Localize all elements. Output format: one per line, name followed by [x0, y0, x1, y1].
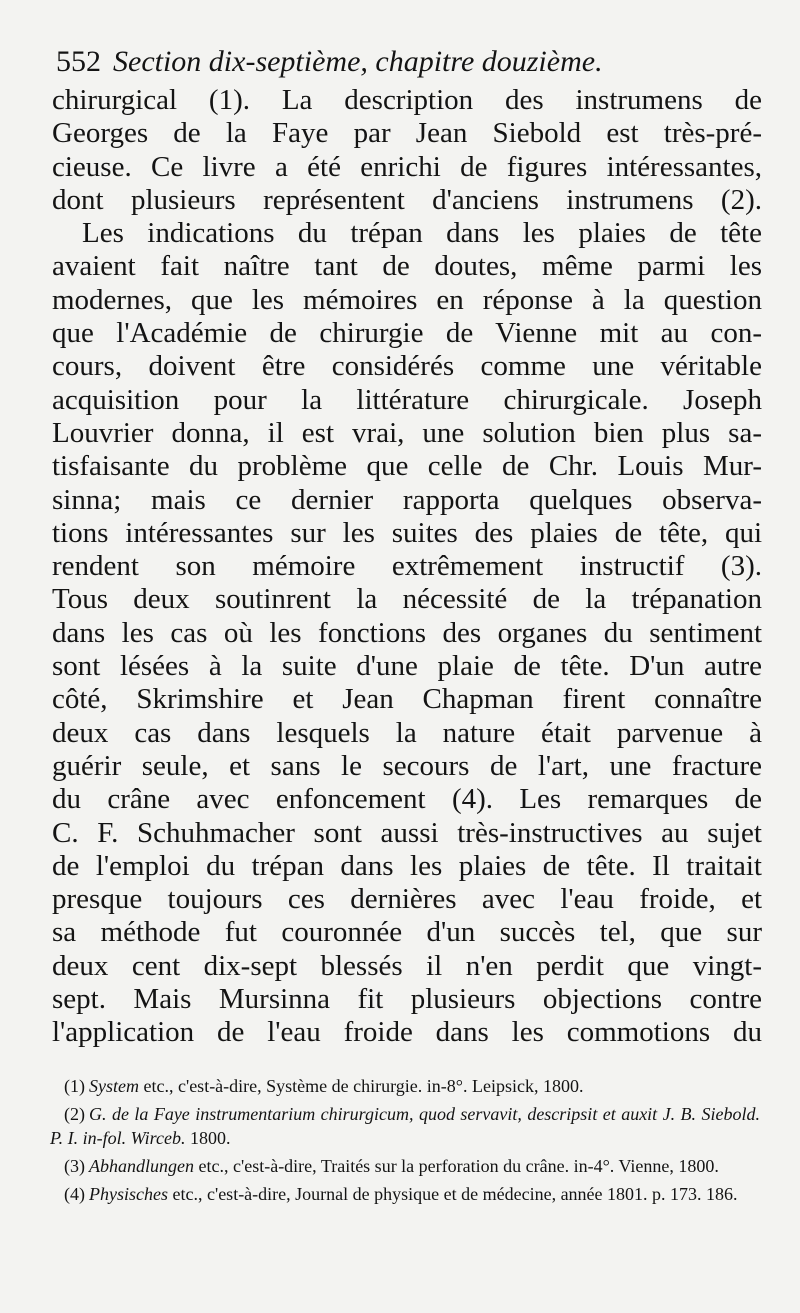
- footnote: [50, 1182, 760, 1206]
- text-line: cieuse. Ce livre a été enrichi de figures intéressantes,: [52, 150, 762, 183]
- text-line: cours, doivent être considérés comme une véritable: [52, 350, 762, 383]
- text-line: deux cas dans lesquels la nature était parvenue à: [52, 716, 762, 749]
- text-line: sa méthode fut couronnée d'un succès tel, que sur: [52, 916, 762, 949]
- footnote: [50, 1102, 760, 1150]
- text-line: l'application de l'eau froide dans les commotions du: [52, 1016, 762, 1049]
- footnote-title: Abhandlungen: [89, 1156, 194, 1176]
- running-title: Section dix-septième, chapitre douzième.: [113, 45, 603, 78]
- footnote-number: (2): [64, 1104, 85, 1124]
- text-line: acquisition pour la littérature chirurgicale. Joseph: [52, 383, 762, 416]
- footnote-text: etc., c'est-à-dire, Traités sur la perforation du crâne. in-4°. Vienne, 1800.: [194, 1156, 719, 1176]
- main-text: [52, 84, 762, 1050]
- text-line: dont plusieurs représentent d'anciens instrumens (2).: [52, 183, 762, 216]
- text-line: presque toujours ces dernières avec l'eau froide, et: [52, 883, 762, 916]
- text-line: sont lésées à la suite d'une plaie de tête. D'un autre: [52, 650, 762, 683]
- footnote-text: etc., c'est-à-dire, Système de chirurgie. in-8°. Leipsick, 1800.: [138, 1076, 584, 1096]
- footnote-title: G. de la Faye instrumentarium chirurgicum, quod servavit, descripsit et auxit J. B. Siebold. P. I. in-fol. Wirceb.: [50, 1104, 760, 1148]
- footnote-title: System: [89, 1076, 139, 1096]
- text-line: guérir seule, et sans le secours de l'art, une fracture: [52, 749, 762, 782]
- text-line: rendent son mémoire extrêmement instructif (3).: [52, 550, 762, 583]
- text-line: deux cent dix-sept blessés il n'en perdit que vingt-: [52, 949, 762, 982]
- footnote-number: (4): [64, 1184, 85, 1204]
- text-line: Louvrier donna, il est vrai, une solution bien plus sa-: [52, 416, 762, 449]
- page-number: 552: [56, 45, 101, 78]
- text-line: Les indications du trépan dans les plaies de tête: [82, 217, 762, 250]
- footnote-title: Physisches: [89, 1184, 168, 1204]
- text-line: modernes, que les mémoires en réponse à la question: [52, 283, 762, 316]
- footnote-number: (3): [64, 1156, 85, 1176]
- text-line: côté, Skrimshire et Jean Chapman firent connaître: [52, 683, 762, 716]
- text-line: tisfaisante du problème que celle de Chr. Louis Mur-: [52, 450, 762, 483]
- footnote-text: etc., c'est-à-dire, Journal de physique et de médecine, année 1801. p. 173. 186.: [167, 1184, 738, 1204]
- text-line: sinna; mais ce dernier rapporta quelques observa-: [52, 483, 762, 516]
- footnote: [50, 1074, 760, 1098]
- text-line: Georges de la Faye par Jean Siebold est très-pré-: [52, 117, 762, 150]
- text-line: tions intéressantes sur les suites des plaies de tête, qui: [52, 516, 762, 549]
- text-line: C. F. Schuhmacher sont aussi très-instructives au sujet: [52, 816, 762, 849]
- text-line: que l'Académie de chirurgie de Vienne mit au con-: [52, 317, 762, 350]
- text-line: avaient fait naître tant de doutes, même parmi les: [52, 250, 762, 283]
- footnote: [50, 1154, 760, 1178]
- text-line: Tous deux soutinrent la nécessité de la trépanation: [52, 583, 762, 616]
- footnote-number: (1): [64, 1076, 85, 1096]
- text-line: sept. Mais Mursinna fit plusieurs objections contre: [52, 983, 762, 1016]
- footnotes: [50, 1074, 760, 1210]
- footnote-text: 1800.: [185, 1128, 231, 1148]
- text-line: chirurgical (1). La description des instrumens de: [52, 84, 762, 116]
- text-line: de l'emploi du trépan dans les plaies de tête. Il traitait: [52, 849, 762, 882]
- text-line: du crâne avec enfoncement (4). Les remarques de: [52, 783, 762, 816]
- text-line: dans les cas où les fonctions des organes du sentiment: [52, 616, 762, 649]
- page-header: [56, 42, 746, 82]
